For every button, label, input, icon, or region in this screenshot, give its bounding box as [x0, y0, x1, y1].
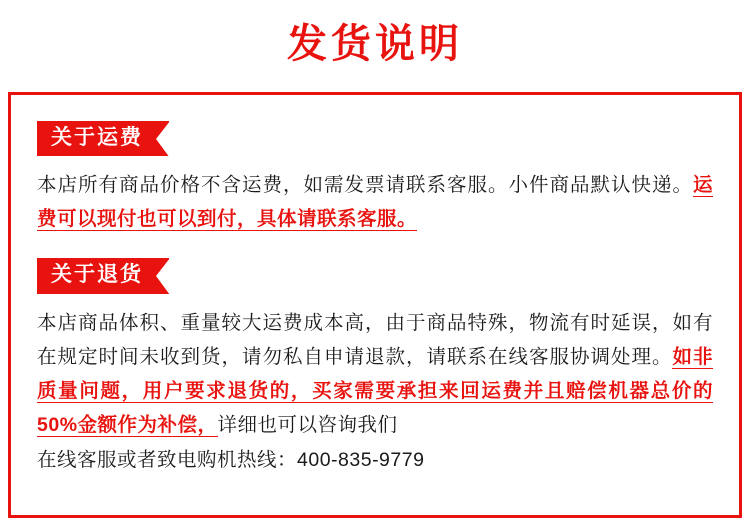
page-title: 发货说明: [287, 22, 463, 66]
customer-service-hotline: 在线客服或者致电购机热线：400-835-9779: [37, 449, 425, 472]
returns-text-plain-first: 本店商品体积、重量较大运费成本高，由于商品特殊，物流有时延误，如有在规定时间未收到货，请勿私自申请退款，请联系在线客服协调处理。: [37, 311, 713, 368]
shipping-fee-text-emphasis: 运费可以现付也可以到付，具体请联系客服。: [37, 174, 713, 231]
section-shipping-fee-body: [37, 168, 713, 236]
shipping-fee-text-plain: 本店所有商品价格不含运费，如需发票请联系客服。小件商品默认快递。: [37, 174, 693, 197]
section-shipping-fee: [37, 121, 713, 236]
returns-text-emphasis: 如非质量问题，用户要求退货的，买家需要承担来回运费并且赔偿机器总价的50%金额作为补偿，: [37, 345, 713, 436]
content-panel: [8, 92, 742, 518]
section-returns-label: 关于退货: [37, 258, 169, 293]
section-returns: [37, 258, 713, 477]
returns-text-plain-second: 详细也可以咨询我们: [217, 413, 398, 436]
section-returns-body: [37, 306, 713, 443]
section-shipping-fee-label: 关于运费: [37, 121, 169, 156]
